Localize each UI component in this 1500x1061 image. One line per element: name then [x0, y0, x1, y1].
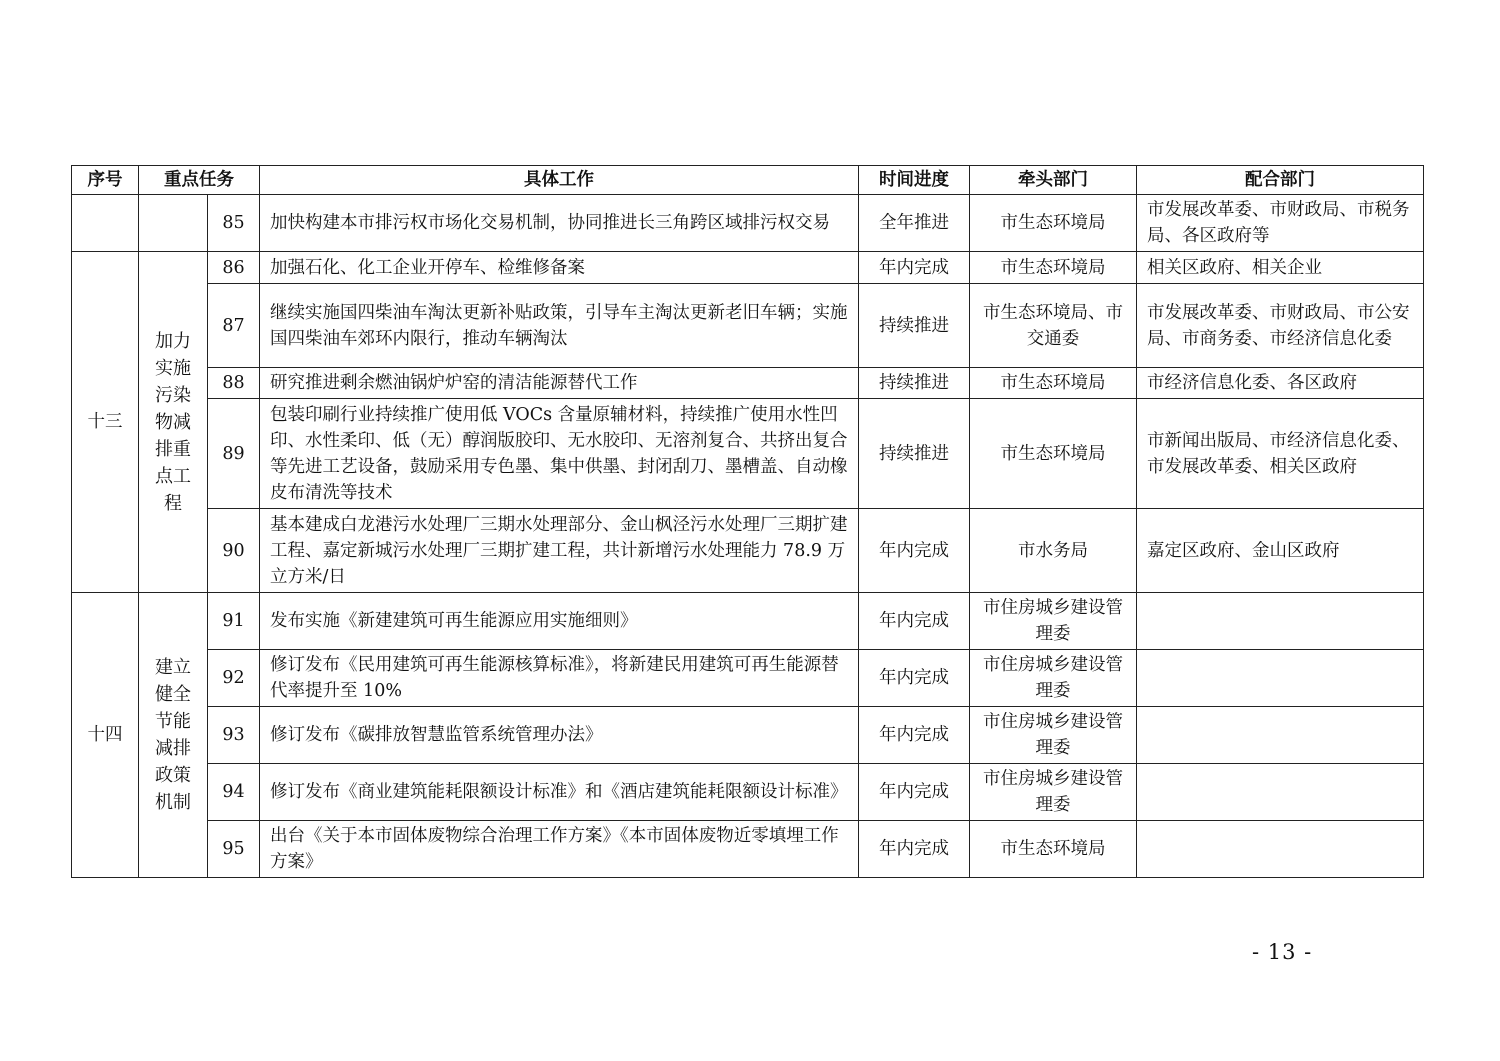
row-work: 加快构建本市排污权市场化交易机制，协同推进长三角跨区域排污权交易	[260, 195, 859, 252]
row-coop-dept: 市新闻出版局、市经济信息化委、市发展改革委、相关区政府	[1137, 399, 1424, 509]
table-row	[72, 399, 1424, 509]
row-lead-dept: 市水务局	[970, 509, 1137, 593]
work-plan-table	[71, 165, 1424, 878]
row-work: 研究推进剩余燃油锅炉炉窑的清洁能源替代工作	[260, 368, 859, 399]
row-number: 94	[208, 764, 260, 821]
row-work: 发布实施《新建建筑可再生能源应用实施细则》	[260, 593, 859, 650]
row-schedule: 持续推进	[859, 284, 970, 368]
row-lead-dept: 市住房城乡建设管理委	[970, 593, 1137, 650]
row-number: 87	[208, 284, 260, 368]
row-number: 95	[208, 821, 260, 878]
table-row	[72, 707, 1424, 764]
row-schedule: 年内完成	[859, 593, 970, 650]
row-coop-dept	[1137, 707, 1424, 764]
row-coop-dept	[1137, 650, 1424, 707]
row-schedule: 年内完成	[859, 650, 970, 707]
row-lead-dept: 市生态环境局	[970, 195, 1137, 252]
row-schedule: 全年推进	[859, 195, 970, 252]
table-header-row	[72, 166, 1424, 195]
row-lead-dept: 市生态环境局	[970, 399, 1137, 509]
group-seq-cell: 十三	[72, 252, 139, 593]
page-number: - 13 -	[1252, 940, 1313, 964]
row-work: 加强石化、化工企业开停车、检维修备案	[260, 252, 859, 284]
row-work: 修订发布《民用建筑可再生能源核算标准》，将新建民用建筑可再生能源替代率提升至 10%	[260, 650, 859, 707]
row-work: 包装印刷行业持续推广使用低 VOCs 含量原辅材料，持续推广使用水性凹印、水性柔印、低（无）醇润版胶印、无水胶印、无溶剂复合、共挤出复合等先进工艺设备，鼓励采用专色墨、集中供墨、封闭刮刀、墨槽盖、自动橡皮布清洗等技术	[260, 399, 859, 509]
row-lead-dept: 市生态环境局	[970, 368, 1137, 399]
table-row	[72, 195, 1424, 252]
row-work: 修订发布《碳排放智慧监管系统管理办法》	[260, 707, 859, 764]
header-seq: 序号	[72, 166, 139, 195]
row-lead-dept: 市生态环境局	[970, 821, 1137, 878]
row-work: 继续实施国四柴油车淘汰更新补贴政策，引导车主淘汰更新老旧车辆；实施国四柴油车郊环内限行，推动车辆淘汰	[260, 284, 859, 368]
group-task-label: 建立健全节能减排政策机制	[155, 657, 191, 813]
row-coop-dept	[1137, 821, 1424, 878]
row-schedule: 年内完成	[859, 252, 970, 284]
row-lead-dept: 市生态环境局、市交通委	[970, 284, 1137, 368]
row-number: 92	[208, 650, 260, 707]
row-number: 90	[208, 509, 260, 593]
row-coop-dept	[1137, 764, 1424, 821]
row-lead-dept: 市住房城乡建设管理委	[970, 764, 1137, 821]
row-schedule: 年内完成	[859, 509, 970, 593]
row-number: 89	[208, 399, 260, 509]
table-row	[72, 284, 1424, 368]
row-coop-dept: 市发展改革委、市财政局、市公安局、市商务委、市经济信息化委	[1137, 284, 1424, 368]
row-lead-dept: 市住房城乡建设管理委	[970, 707, 1137, 764]
row-schedule: 年内完成	[859, 707, 970, 764]
row-coop-dept: 市发展改革委、市财政局、市税务局、各区政府等	[1137, 195, 1424, 252]
group-task-cell	[139, 252, 208, 593]
row-lead-dept: 市生态环境局	[970, 252, 1137, 284]
table-row	[72, 509, 1424, 593]
group-task-cell	[139, 593, 208, 878]
row-number: 85	[208, 195, 260, 252]
row-coop-dept: 嘉定区政府、金山区政府	[1137, 509, 1424, 593]
group-task-cell	[139, 195, 208, 252]
table-row	[72, 821, 1424, 878]
table-row	[72, 650, 1424, 707]
row-schedule: 持续推进	[859, 399, 970, 509]
group-seq-cell: 十四	[72, 593, 139, 878]
header-task: 重点任务	[139, 166, 260, 195]
header-lead-dept: 牵头部门	[970, 166, 1137, 195]
table-row	[72, 764, 1424, 821]
group-task-label: 加力实施污染物减排重点工程	[155, 330, 191, 514]
row-number: 93	[208, 707, 260, 764]
group-seq-cell	[72, 195, 139, 252]
row-work: 出台《关于本市固体废物综合治理工作方案》《本市固体废物近零填埋工作方案》	[260, 821, 859, 878]
row-lead-dept: 市住房城乡建设管理委	[970, 650, 1137, 707]
row-coop-dept: 市经济信息化委、各区政府	[1137, 368, 1424, 399]
table-row	[72, 593, 1424, 650]
table-row	[72, 252, 1424, 284]
row-number: 91	[208, 593, 260, 650]
row-number: 88	[208, 368, 260, 399]
row-number: 86	[208, 252, 260, 284]
row-work: 基本建成白龙港污水处理厂三期水处理部分、金山枫泾污水处理厂三期扩建工程、嘉定新城污水处理厂三期扩建工程，共计新增污水处理能力 78.9 万立方米/日	[260, 509, 859, 593]
row-schedule: 持续推进	[859, 368, 970, 399]
row-schedule: 年内完成	[859, 821, 970, 878]
header-work: 具体工作	[260, 166, 859, 195]
table-row	[72, 368, 1424, 399]
header-coop-dept: 配合部门	[1137, 166, 1424, 195]
header-schedule: 时间进度	[859, 166, 970, 195]
row-schedule: 年内完成	[859, 764, 970, 821]
row-work: 修订发布《商业建筑能耗限额设计标准》和《酒店建筑能耗限额设计标准》	[260, 764, 859, 821]
row-coop-dept: 相关区政府、相关企业	[1137, 252, 1424, 284]
row-coop-dept	[1137, 593, 1424, 650]
